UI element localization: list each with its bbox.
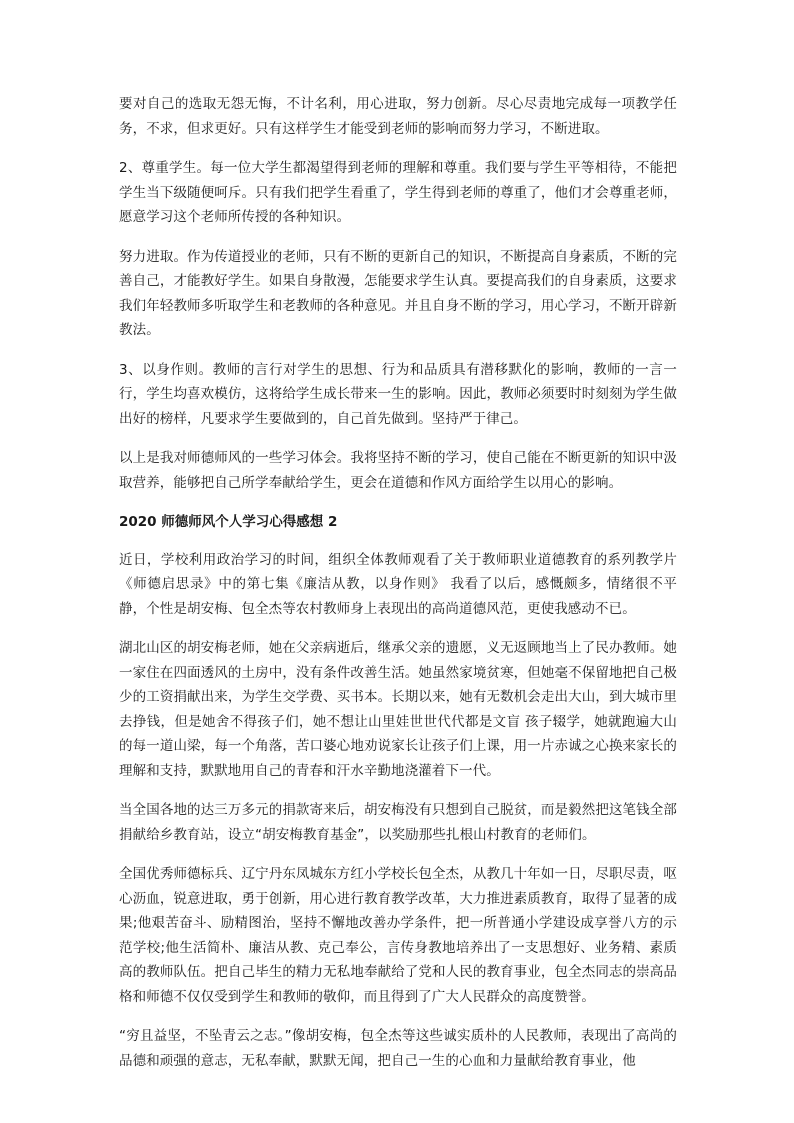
document-body	[119, 92, 677, 1073]
paragraph-9: 全国优秀师德标兵、辽宁丹东凤城东方红小学校长包全杰，从教几十年如一日，尽职尽责，呕心沥血，锐意进取，勇于创新，用心进行教育教学改革，大力推进素质教育，取得了显著的成果;他艰苦奋斗、励精图治，坚持不懈地改善办学条件，把一所普通小学建设成享誉八方的示范学校;他生活简朴、廉洁从教、克己奉公，言传身教地培养出了一支思想好、业务精、素质高的教师队伍。把自己毕生的精力无私地奉献给了党和人民的教育事业，包全杰同志的崇高品格和师德不仅仅受到学生和教师的敬仰，而且得到了广大人民群众的高度赞誉。	[119, 866, 677, 1005]
paragraph-10: “穷且益坚，不坠青云之志。”像胡安梅，包全杰等这些诚实质朴的人民教师，表现出了高尚的品德和顽强的意志，无私奉献，默默无闻，把自己一生的心血和力量献给教育事业，他	[119, 1028, 677, 1069]
paragraph-4: 3、以身作则。教师的言行对学生的思想、行为和品质具有潜移默化的影响，教师的一言一行，学生均喜欢模仿，这将给学生成长带来一生的影响。因此，教师必须要时时刻刻为学生做出好的榜样，凡要求学生要做到的，自己首先做到。坚持严于律己。	[119, 361, 677, 427]
paragraph-2: 2、尊重学生。每一位大学生都渴望得到老师的理解和尊重。我们要与学生平等相待，不能把学生当下级随便呵斥。只有我们把学生看重了，学生得到老师的尊重了，他们才会尊重老师，愿意学习这个老师所传授的各种知识。	[119, 160, 677, 225]
paragraph-8: 当全国各地的达三万多元的捐款寄来后，胡安梅没有只想到自己脱贫，而是毅然把这笔钱全部捐献给乡教育站，设立“胡安梅教育基金”，以奖励那些扎根山村教育的老师们。	[119, 802, 677, 843]
paragraph-5: 以上是我对师德师风的一些学习体会。我将坚持不断的学习，使自己能在不断更新的知识中汲取营养，能够把自己所学奉献给学生，更会在道德和作风方面给学生以用心的影响。	[119, 450, 677, 491]
paragraph-7: 湖北山区的胡安梅老师，她在父亲病逝后，继承父亲的遗愿，义无返顾地当上了民办教师。她一家住在四面透风的土房中，没有条件改善生活。她虽然家境贫寒，但她毫不保留地把自己极少的工资捐献出来，为学生交学费、买书本。长期以来，她有无数机会走出大山，到大城市里去挣钱，但是她舍不得孩子们，她不想让山里娃世世代代都是文盲 孩子辍学，她就跑遍大山的每一道山梁，每一个角落，苦口婆心地劝说家长让孩子们上课，用一片赤诚之心换来家长的理解和支持，默默地用自己的青春和汗水辛勤地浇灌着下一代。	[119, 640, 677, 779]
paragraph-6: 近日，学校利用政治学习的时间，组织全体教师观看了关于教师职业道德教育的系列教学片《师德启思录》中的第七集《廉洁从教，以身作则》 我看了以后，感慨颇多，情绪很不平静，个性是胡安梅、包全杰等农村教师身上表现出的高尚道德风范，更使我感动不已。	[119, 551, 677, 617]
paragraph-3: 努力进取。作为传道授业的老师，只有不断的更新自己的知识，不断提高自身素质，不断的完善自己，才能教好学生。如果自身散漫，怎能要求学生认真。要提高我们的自身素质，这要求我们年轻教师多听取学生和老教师的各种意见。并且自身不断的学习，用心学习，不断开辟新教法。	[119, 248, 677, 338]
section-heading: 2020 师德师风个人学习心得感想 2	[119, 514, 338, 530]
paragraph-1: 要对自己的选取无怨无悔，不计名利，用心进取，努力创新。尽心尽责地完成每一项教学任务，不求，但求更好。只有这样学生才能受到老师的影响而努力学习，不断进取。	[119, 96, 677, 137]
